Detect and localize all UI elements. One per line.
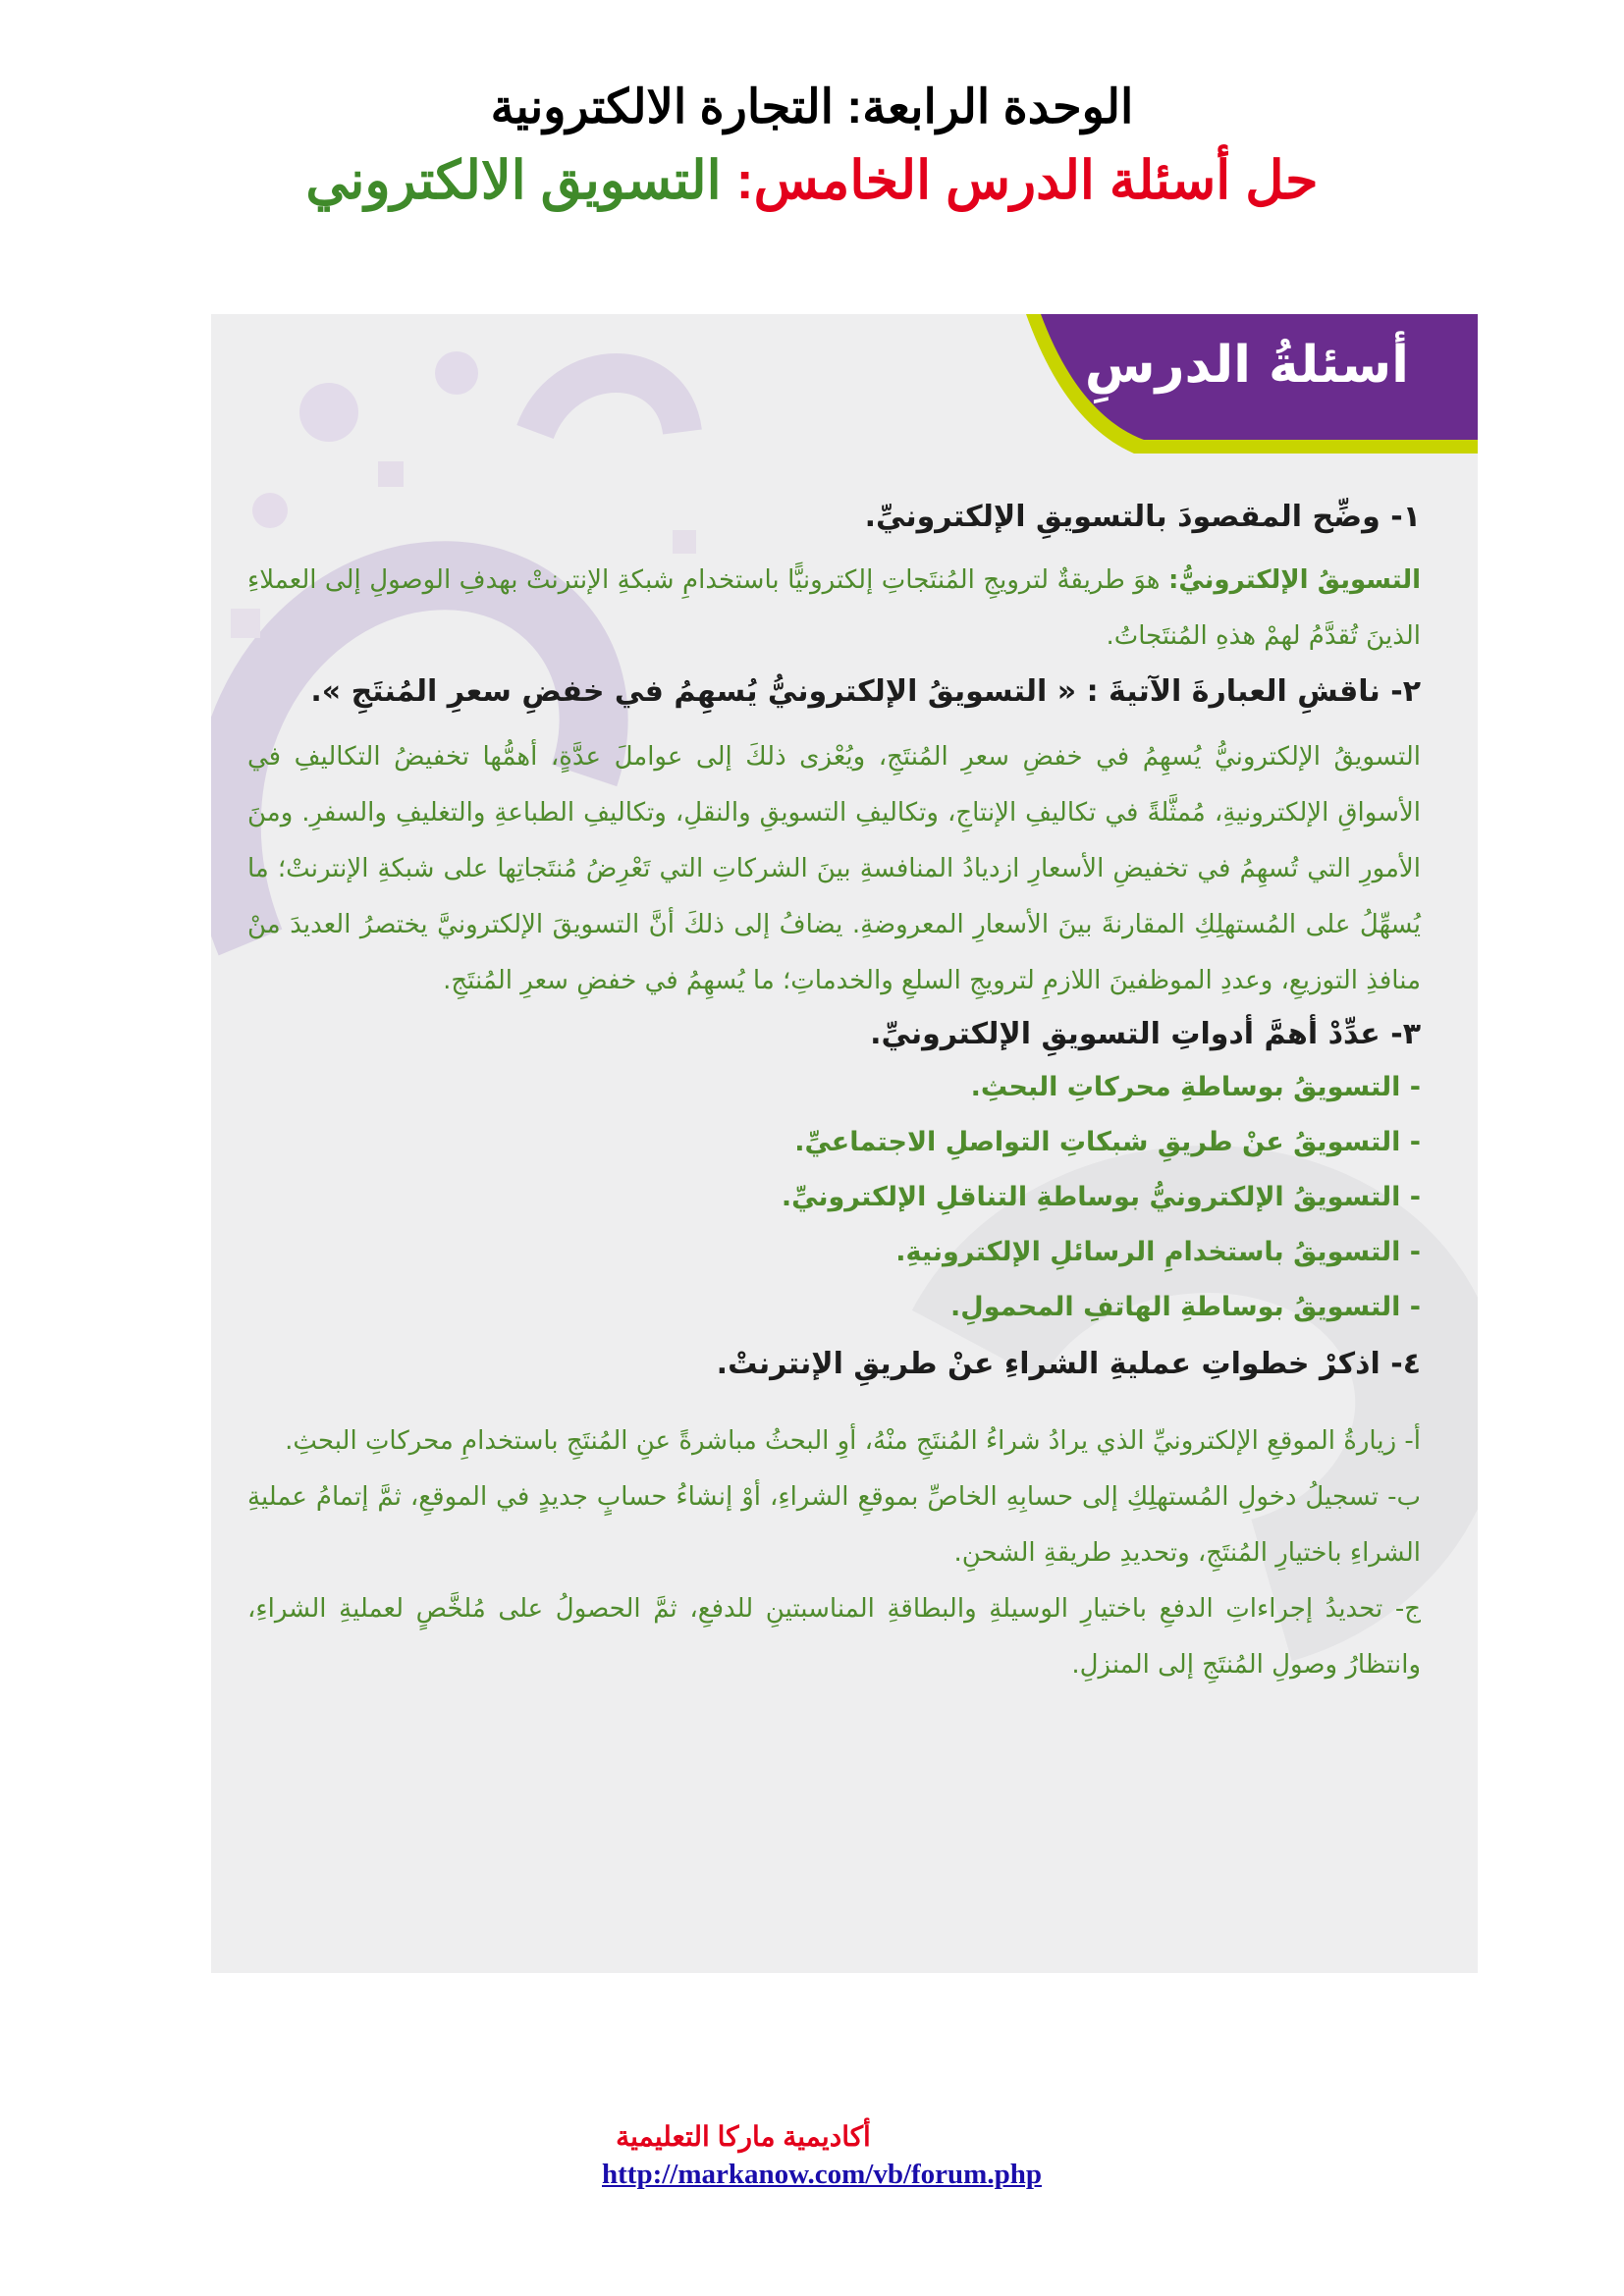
question-1-answer bbox=[247, 553, 1421, 665]
list-item: أ- زيارةُ الموقعِ الإلكترونيِّ الذي يرادُ شراءُ المُنتَجِ منْهُ، أوِ البحثُ مباشرةً عنِ المُنتَجِ باستخدامِ محركاتِ البحثِ. bbox=[285, 1426, 1421, 1456]
question-4-title: ٤- اذكرْ خطواتِ عمليةِ الشراءِ عنْ طريقِ الإنترنتْ. bbox=[716, 1347, 1421, 1381]
banner-title: أسئلةُ الدرسِ bbox=[1084, 336, 1409, 395]
question-2-answer: التسويقُ الإلكترونيُّ يُسهِمُ في خفضِ سعرِ المُنتَجِ، ويُعْزى ذلكَ إلى عواملَ عدَّةٍ، أهمُّها تخفيضُ التكاليفِ في الأسواقِ الإلكترونيةِ، مُمثَّلةً في تكاليفِ الإنتاجِ، وتكاليفِ التسويقِ والنقلِ، وتكاليفِ الطباعةِ والتغليفِ والسفرِ. ومنَ الأمورِ التي تُسهِمُ في تخفيضِ الأسعارِ ازديادُ المنافسةِ بينَ الشركاتِ التي تَعْرِضُ مُنتَجاتِها على شبكةِ الإنترنتْ؛ ما يُسهِّلُ على المُستهلِكِ المقارنةَ بينَ الأسعارِ المعروضةِ. يضافُ إلى ذلكَ أنَّ التسويقَ الإلكترونيَّ يختصرُ العديدَ منْ منافذِ التوزيعِ، وعددِ الموظفينَ اللازمِ لترويجِ السلعِ والخدماتِ؛ ما يُسهِمُ في خفضِ سعرِ المُنتَجِ. bbox=[247, 742, 1421, 995]
list-item: - التسويقُ عنْ طريقِ شبكاتِ التواصلِ الاجتماعيِّ. bbox=[794, 1127, 1421, 1157]
questions-content bbox=[247, 496, 1421, 1693]
question-1-term: التسويقُ الإلكترونيُّ: bbox=[1167, 565, 1422, 595]
list-item: ج- تحديدُ إجراءاتِ الدفعِ باختيارِ الوسيلةِ والبطاقةِ المناسبتينِ للدفعِ، ثمَّ الحصولُ على مُلخَّصٍ لعمليةِ الشراءِ، وانتظارُ وصولِ المُنتَجِ إلى المنزلِ. bbox=[247, 1594, 1421, 1680]
question-3-title: ٣- عدِّدْ أهمَّ أدواتِ التسويقِ الإلكترونيِّ. bbox=[870, 1017, 1421, 1051]
list-item: - التسويقُ باستخدامِ الرسائلِ الإلكترونيةِ. bbox=[895, 1237, 1421, 1267]
lesson-title-topic: التسويق الالكتروني bbox=[305, 151, 722, 210]
page-footer bbox=[0, 2120, 1624, 2191]
list-item: - التسويقُ بوساطةِ محركاتِ البحثِ. bbox=[970, 1072, 1421, 1102]
question-4-steps bbox=[247, 1414, 1421, 1693]
lesson-title-prefix: حل أسئلة الدرس الخامس: bbox=[735, 151, 1319, 210]
list-item: - التسويقُ الإلكترونيُّ بوساطةِ التناقلِ الإلكترونيِّ. bbox=[781, 1182, 1421, 1212]
academy-name: أكاديمية ماركا التعليمية bbox=[616, 2121, 871, 2152]
question-1-title: ١- وضِّح المقصودَ بالتسويقِ الإلكترونيِّ. bbox=[864, 500, 1421, 534]
forum-link[interactable]: http://markanow.com/vb/forum.php bbox=[602, 2159, 1042, 2190]
question-2-title: ٢- ناقشِ العبارةَ الآتيةَ : « التسويقُ الإلكترونيُّ يُسهِمُ في خفضِ سعرِ المُنتَجِ ». bbox=[310, 674, 1421, 709]
list-item: ب- تسجيلُ دخولِ المُستهلِكِ إلى حسابِهِ الخاصِّ بموقعِ الشراءِ، أوْ إنشاءُ حسابٍ جديدٍ في الموقعِ، ثمَّ إتمامُ عمليةِ الشراءِ باختيارِ المُنتَجِ، وتحديدِ طريقةِ الشحنِ. bbox=[247, 1482, 1421, 1568]
list-item: - التسويقُ بوساطةِ الهاتفِ المحمولِ. bbox=[950, 1292, 1421, 1322]
textbook-page-panel bbox=[211, 314, 1478, 1973]
lesson-title bbox=[0, 145, 1624, 216]
question-3-list bbox=[247, 1060, 1421, 1335]
question-1-definition: هوَ طريقةٌ لترويجِ المُنتَجاتِ إلكترونيًّا باستخدامِ شبكةِ الإنترنتْ بهدفِ الوصولِ إلى العملاءِ الذينَ تُقدَّمُ لهمْ هذهِ المُنتَجاتُ. bbox=[247, 565, 1421, 651]
page-header bbox=[0, 77, 1624, 216]
unit-title: الوحدة الرابعة: التجارة الالكترونية bbox=[490, 81, 1134, 133]
